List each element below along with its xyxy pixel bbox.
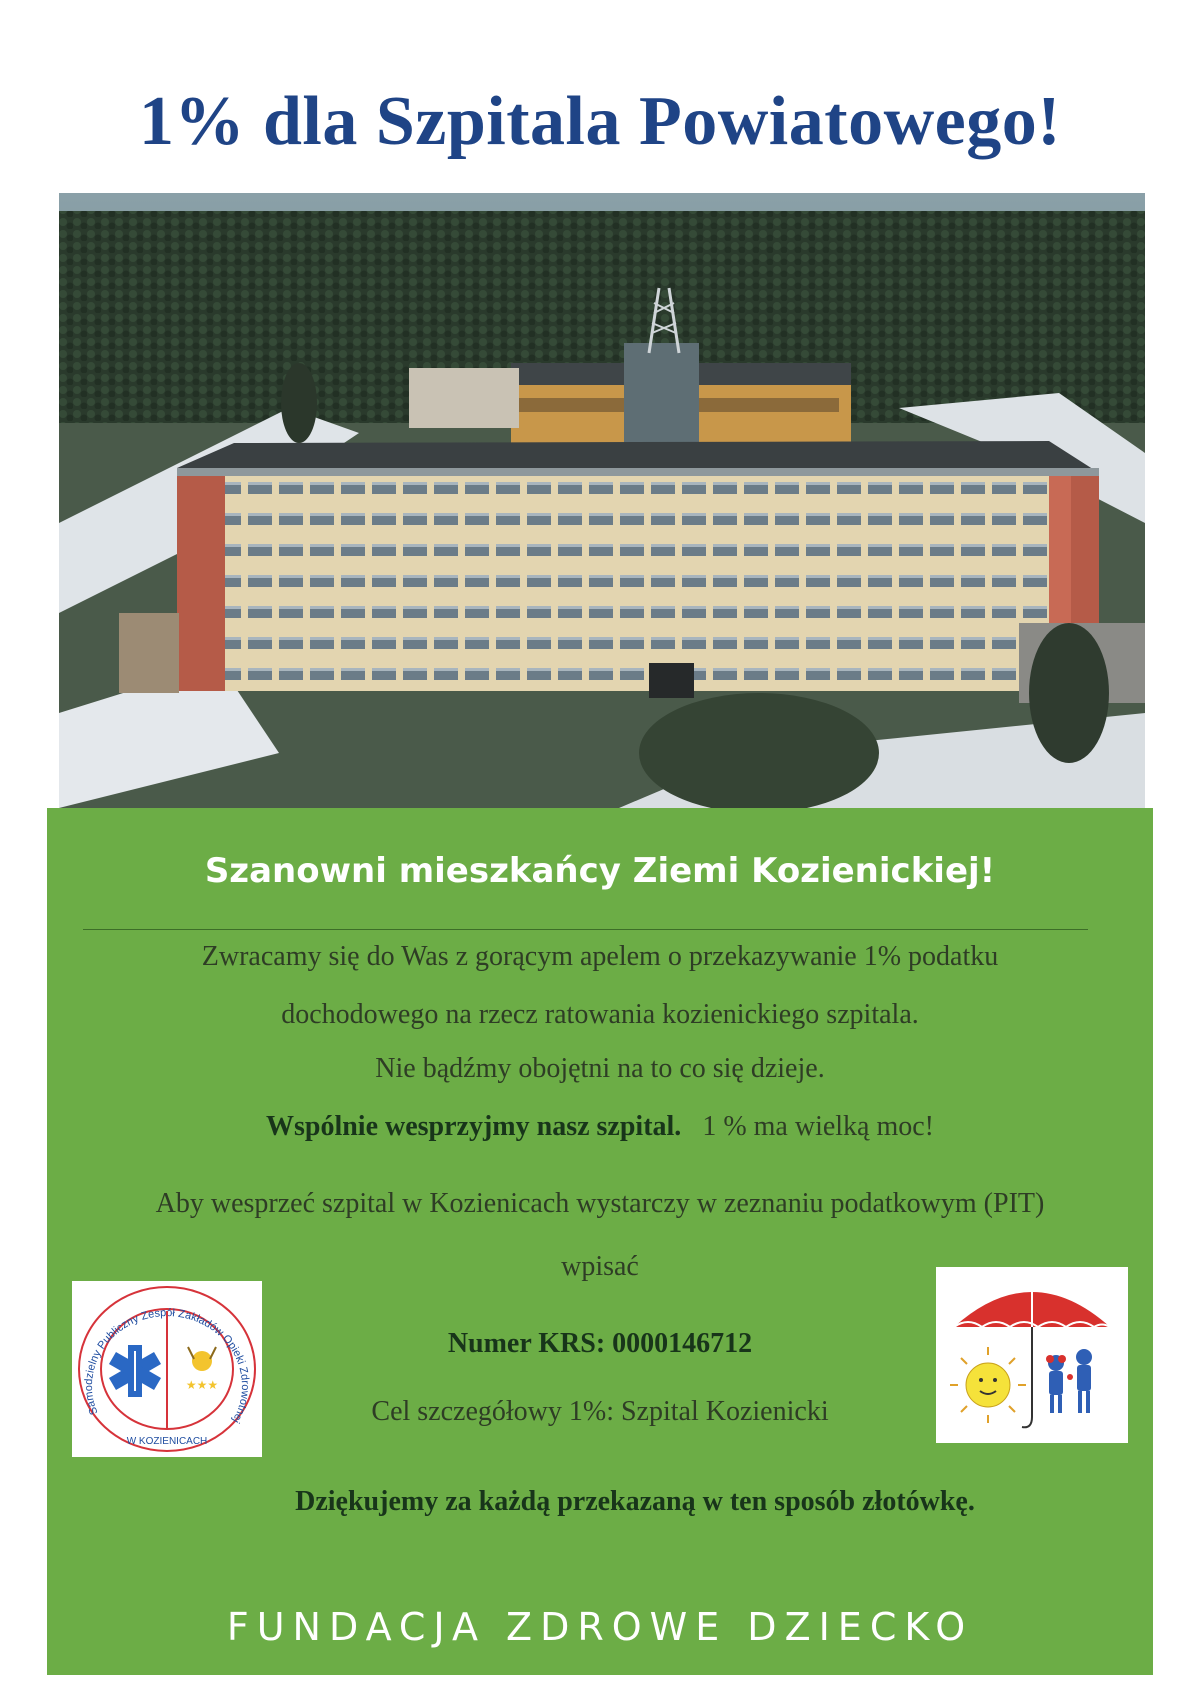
appeal-line-4-rest: 1 % ma wielką moc! bbox=[702, 1111, 935, 1142]
logo-bottom-text: W KOZIENICACH bbox=[126, 1436, 208, 1447]
appeal-line-1: Zwracamy się do Was z gorącym apelem o przekazywanie 1% podatku bbox=[201, 941, 999, 972]
goal-line: Cel szczegółowy 1%: Szpital Kozienicki bbox=[371, 1396, 829, 1427]
appeal-line-3: Nie bądźmy obojętni na to co się dzieje. bbox=[375, 1053, 825, 1084]
appeal-line-4-bold: Wspólnie wesprzyjmy nasz szpital. bbox=[265, 1111, 682, 1142]
appeal-line-4 bbox=[47, 1111, 1153, 1143]
coat-of-arms-icon bbox=[186, 1347, 218, 1392]
krs-number: Numer KRS: 0000146712 bbox=[447, 1328, 753, 1359]
divider bbox=[83, 929, 1088, 930]
hospital-logo bbox=[72, 1281, 262, 1457]
foundation-logo bbox=[936, 1267, 1128, 1443]
star-of-life-icon bbox=[109, 1345, 161, 1397]
svg-text:★★★: ★★★ bbox=[185, 1378, 219, 1392]
appeal-panel bbox=[47, 808, 1153, 1675]
thanks-line: Dziękujemy za każdą przekazaną w ten sposób złotówkę. bbox=[295, 1486, 975, 1517]
foundation-name: FUNDACJA ZDROWE DZIECKO bbox=[226, 1605, 974, 1649]
appeal-line-5: Aby wesprzeć szpital w Kozienicach wystarczy w zeznaniu podatkowym (PIT) bbox=[155, 1188, 1045, 1219]
appeal-line-2: dochodowego na rzecz ratowania kozienickiego szpitala. bbox=[281, 999, 919, 1030]
umbrella-sun-children-icon bbox=[936, 1267, 1128, 1443]
hospital-photo bbox=[59, 193, 1145, 808]
logo-ring-text: Samodzielny Publiczny Zespół Zakładów Opieki Zdrowotnej bbox=[82, 1307, 252, 1426]
page-title: 1% dla Szpitala Powiatowego! bbox=[138, 83, 1062, 160]
greeting-heading: Szanowni mieszkańcy Ziemi Kozienickiej! bbox=[204, 851, 996, 891]
appeal-line-6: wpisać bbox=[561, 1251, 639, 1282]
